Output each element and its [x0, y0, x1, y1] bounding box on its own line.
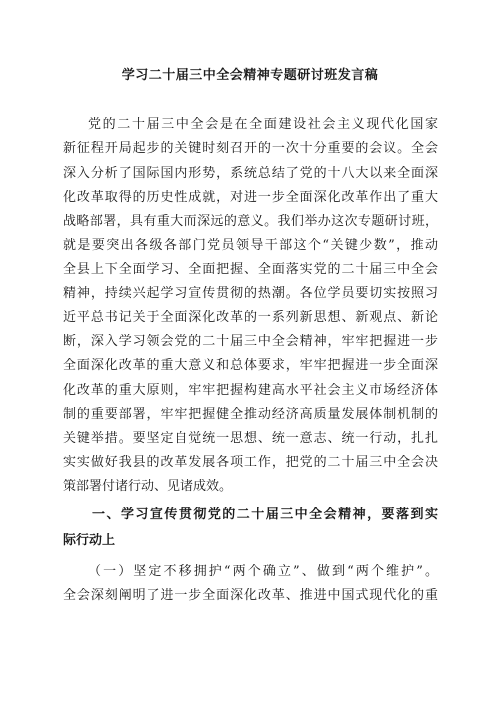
document-title: 学习二十届三中全会精神专题研讨班发言稿 [121, 68, 379, 83]
paragraph-line: 实实做好我县的改革发展各项工作，把党的二十届三中全会决 [63, 455, 438, 470]
paragraph-line: 近平总书记关于全面深化改革的一系列新思想、新观点、新论 [63, 310, 438, 325]
paragraph-line: 全面深化改革的重大意义和总体要求，牢牢把握进一步全面深 [63, 358, 438, 373]
paragraph-line: 制的重要部署，牢牢把握健全推动经济高质量发展体制机制的 [63, 407, 438, 422]
paragraph-line: 化改革的重大原则，牢牢把握构建高水平社会主义市场经济体 [63, 383, 438, 398]
paragraph-line: 就是要突出各级各部门党员领导干部这个“关键少数”，推动 [63, 238, 438, 253]
paragraph-line: 全县上下全面学习、全面把握、全面落实党的二十届三中全会 [63, 262, 438, 277]
paragraph-line: 新征程开局起步的关键时刻召开的一次十分重要的会议。全会 [63, 141, 438, 156]
paragraph-line: 策部署付诸行动、见诸成效。 [63, 479, 233, 494]
paragraph-line: 深入分析了国际国内形势，系统总结了党的十八大以来全面深 [63, 166, 438, 181]
heading-line: 一、学习宣传贯彻党的二十届三中全会精神，要落到实 [92, 507, 438, 522]
paragraph-line: 精神，持续兴起学习宣传贯彻的热潮。各位学员要切实按照习 [63, 286, 438, 301]
paragraph-line: （一）坚定不移拥护“两个确立”、做到“两个维护”。 [88, 564, 438, 579]
paragraph-line: 党的二十届三中全会是在全面建设社会主义现代化国家 [88, 117, 438, 132]
heading-line: 际行动上 [63, 533, 116, 548]
paragraph-line: 战略部署，具有重大而深远的意义。我们举办这次专题研讨班， [63, 214, 438, 229]
paragraph-line: 全会深刻阐明了进一步全面深化改革、推进中国式现代化的重 [63, 588, 438, 603]
paragraph-line: 断，深入学习领会党的二十届三中全会精神，牢牢把握进一步 [63, 334, 438, 349]
paragraph-line: 关键举措。要坚定自觉统一思想、统一意志、统一行动，扎扎 [63, 431, 438, 446]
paragraph-line: 化改革取得的历史性成就，对进一步全面深化改革作出了重大 [63, 190, 438, 205]
